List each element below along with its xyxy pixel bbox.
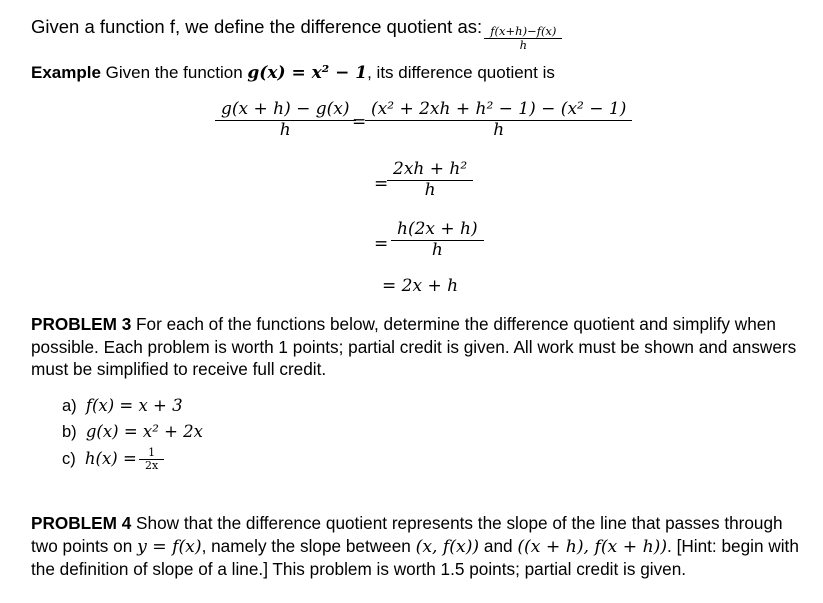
example-label: Example (31, 63, 101, 82)
step2-fraction (390, 160, 470, 200)
example-function: g(x) = x² − 1 (247, 63, 368, 83)
part-c-marker: c) (62, 450, 76, 468)
intro-line (31, 16, 559, 52)
part-a-expression: f(x) = x + 3 (85, 396, 183, 415)
part-b-expression: g(x) = x² + 2x (85, 422, 203, 441)
intro-fraction (487, 25, 559, 52)
problem3-part-b (62, 419, 203, 445)
problem4-paragraph (31, 512, 801, 581)
problem3-parts (62, 393, 203, 473)
derivation-result: = 2x + h (382, 276, 459, 296)
step1-fraction (368, 100, 629, 140)
lhs-numerator: g(x + h) − g(x) (221, 99, 350, 119)
problem3-part-a (62, 393, 203, 419)
problem3-paragraph (31, 313, 801, 381)
part-c-fraction (142, 447, 161, 473)
part-c-numerator: 1 (148, 445, 156, 459)
lhs-denominator: h (215, 120, 356, 141)
equals-sign-3: = (374, 234, 389, 254)
step1-denominator: h (365, 120, 632, 141)
intro-text: Given a function f, we define the difference quotient as: (31, 16, 488, 37)
step3-fraction (394, 220, 481, 260)
part-a-marker: a) (62, 397, 77, 415)
problem4-text-a: Show that the difference quotient represents the slope of the line that passes through two points on (31, 513, 783, 556)
step2-numerator: 2xh + h² (393, 159, 468, 179)
problem4-text-c: and (479, 535, 518, 556)
equals-sign-1: = (352, 112, 367, 132)
step2-denominator: h (387, 180, 473, 201)
equals-sign-2: = (374, 174, 389, 194)
problem3-part-c (62, 446, 203, 473)
part-b-marker: b) (62, 423, 77, 441)
lhs-fraction (218, 100, 353, 140)
problem4-text-b: , namely the slope between (201, 535, 416, 556)
problem4-text-d: . [Hint: begin with the definition of slope of a line.] This problem is worth 1.5 points; partial credit is given. (31, 535, 799, 579)
problem3-label: PROBLEM 3 (31, 314, 132, 334)
problem4-expr-b: (x, f(x)) (415, 536, 480, 557)
example-text-pre: Given the function (100, 63, 248, 82)
example-line (31, 63, 555, 83)
problem4-label: PROBLEM 4 (31, 513, 132, 533)
problem4-expr-a: y = f(x) (137, 536, 202, 557)
problem4-expr-c: ((x + h), f(x + h)) (517, 536, 668, 557)
part-c-expression: h(x) = (84, 449, 143, 468)
part-c-denominator: 2x (139, 459, 164, 473)
step3-numerator: h(2x + h) (397, 219, 478, 239)
example-text-post: , its difference quotient is (367, 63, 555, 82)
step3-denominator: h (391, 240, 484, 261)
step1-numerator: (x² + 2xh + h² − 1) − (x² − 1) (371, 99, 627, 119)
intro-fraction-denominator: h (484, 38, 562, 52)
intro-fraction-numerator: f(x+h)−f(x) (490, 24, 557, 38)
problem3-text: For each of the functions below, determine the difference quotient and simplify when possible. Each problem is worth 1 points; partial credit is given. All work must be shown and answers must be simplified to receive full credit. (31, 314, 797, 379)
